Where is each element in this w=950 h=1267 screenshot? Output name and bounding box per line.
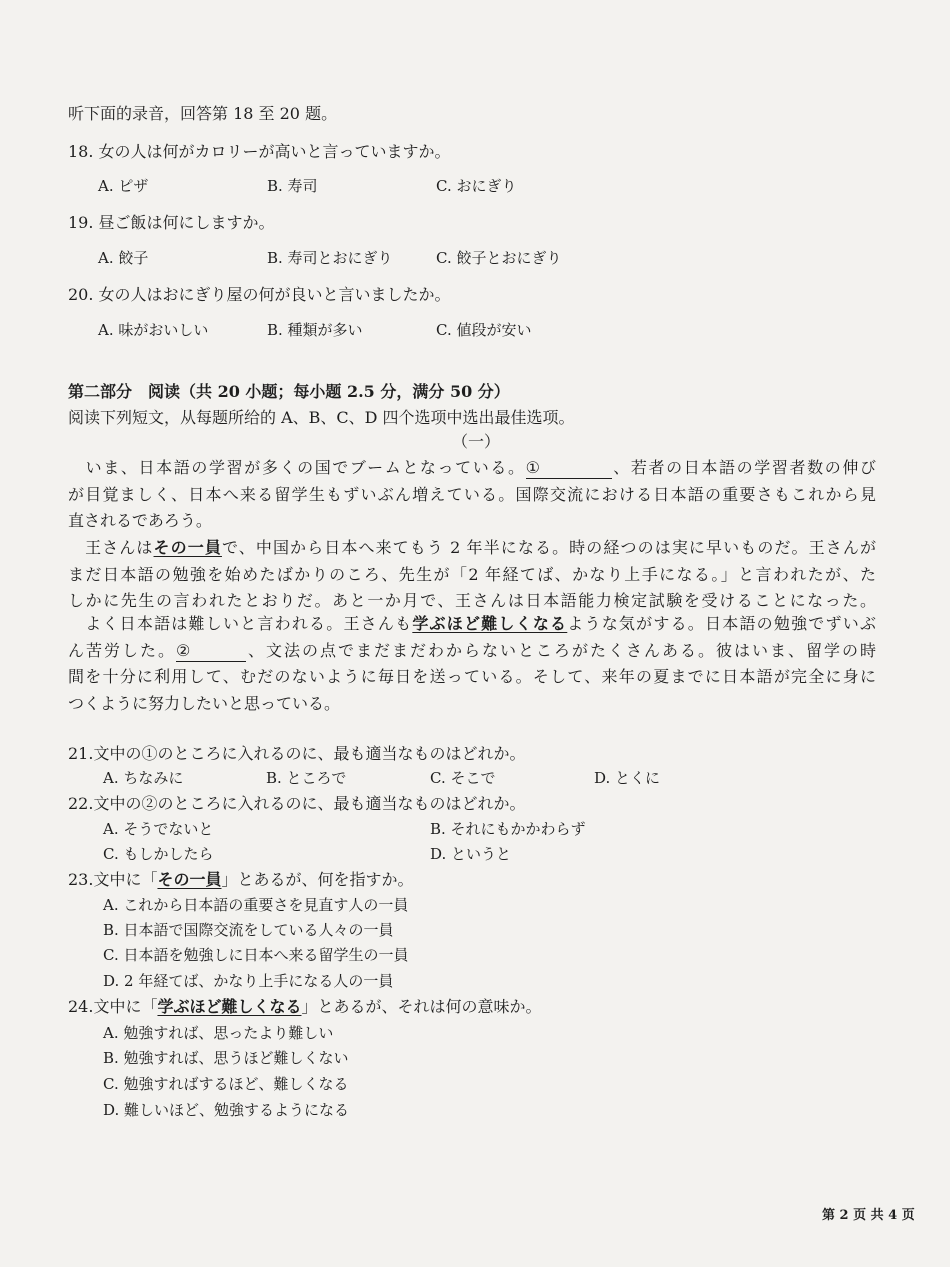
option-23-d: D. 2 年経てば、かなり上手になる人の一員 [103, 972, 394, 990]
underlined-phrase-1: その一員 [153, 538, 222, 557]
question-text: 女の人は何がカロリーが高いと言っていますか。 [98, 142, 451, 161]
underlined-phrase-ref: その一員 [157, 870, 222, 889]
underlined-phrase-2: 学ぶほど難しくなる [412, 614, 568, 633]
question-18 [68, 142, 451, 162]
option-20-b: B. 種類が多い [267, 321, 363, 339]
question-19 [68, 213, 275, 233]
option-19-c: C. 餃子とおにぎり [436, 249, 562, 267]
option-24-d: D. 難しいほど、勉強するようになる [103, 1101, 350, 1119]
underlined-phrase-ref: 学ぶほど難しくなる [157, 997, 302, 1016]
question-20 [68, 285, 451, 305]
option-21-a: A. ちなみに [103, 769, 184, 787]
option-22-d: D. というと [430, 845, 512, 863]
option-19-a: A. 餃子 [98, 249, 149, 267]
option-23-c: C. 日本語を勉強しに日本へ来る留学生の一員 [103, 946, 409, 964]
option-20-a: A. 味がおいしい [98, 321, 209, 339]
question-text: 女の人はおにぎり屋の何が良いと言いましたか。 [98, 285, 451, 304]
question-text: 昼ご飯は何にしますか。 [98, 213, 275, 232]
option-20-c: C. 値段が安い [436, 321, 532, 339]
option-18-c: C. おにぎり [436, 177, 517, 195]
option-24-b: B. 勉強すれば、思うほど難しくない [103, 1049, 349, 1067]
question-number: 21. [68, 744, 94, 763]
option-24-a: A. 勉強すれば、思ったより難しい [103, 1024, 334, 1042]
question-number: 19. [68, 213, 94, 232]
passage-paragraph-3: よく日本語は難しいと言われる。王さんも学ぶほど難しくなるような気がする。日本語の勉強でずいぶ ん苦労した。② 、文法の点でまだまだわからないところがたくさんある。彼はいま、留学の時 間を十分に利用して、むだのないように毎日を送っている。そして、来年の夏までに日本語が完全に身に つくように努力したいと思っている。 [68, 614, 876, 713]
passage-label: （一） [452, 432, 501, 451]
option-22-b: B. それにもかかわらず [430, 820, 586, 838]
option-23-a: A. これから日本語の重要さを見直す人の一員 [103, 896, 409, 914]
option-23-b: B. 日本語で国際交流をしている人々の一員 [103, 921, 394, 939]
question-number: 20. [68, 285, 94, 304]
question-22 [68, 794, 525, 814]
option-21-b: B. ところで [266, 769, 347, 787]
option-21-c: C. そこで [430, 769, 496, 787]
section-title: 第二部分 阅读（共 20 小题；每小题 2.5 分，满分 50 分） [68, 382, 510, 401]
question-number: 22. [68, 794, 94, 813]
option-18-b: B. 寿司 [267, 177, 318, 195]
question-number: 24. [68, 997, 94, 1016]
question-23: 23.文中に「その一員」とあるが、何を指すか。 [68, 870, 414, 889]
option-18-a: A. ピザ [98, 177, 149, 195]
option-21-d: D. とくに [594, 769, 661, 787]
question-24: 24.文中に「学ぶほど難しくなる」とあるが、それは何の意味か。 [68, 997, 542, 1016]
question-number: 23. [68, 870, 94, 889]
passage-paragraph-1: いま、日本語の学習が多くの国でブームとなっている。① 、若者の日本語の学習者数の伸び が目覚ましく、日本へ来る留学生もずいぶん増えている。国際交流における日本語の重要さもこれから見 直されるであろう。 [68, 458, 876, 530]
question-21 [68, 744, 525, 764]
blank-2: ② [176, 641, 246, 662]
option-19-b: B. 寿司とおにぎり [267, 249, 393, 267]
listening-instruction: 听下面的录音，回答第 18 至 20 题。 [68, 104, 338, 123]
section-instruction: 阅读下列短文，从每题所给的 A、B、C、D 四个选项中选出最佳选项。 [68, 408, 575, 427]
question-number: 18. [68, 142, 94, 161]
blank-1: ① [526, 458, 612, 479]
passage-paragraph-2: 王さんはその一員で、中国から日本へ来てもう 2 年半になる。時の経つのは実に早いものだ。王さんが まだ日本語の勉強を始めたばかりのころ、先生が「2 年経てば、かなり上手になる。」と言われたが、た しかに先生の言われたとおりだ。あと一か月で、王さんは日本語能力検定試験を受けることになった。 [68, 538, 876, 610]
option-24-c: C. 勉強すればするほど、難しくなる [103, 1075, 349, 1093]
option-22-c: C. もしかしたら [103, 845, 214, 863]
question-text: 文中の①のところに入れるのに、最も適当なものはどれか。 [93, 744, 526, 763]
option-22-a: A. そうでないと [103, 820, 214, 838]
page-number: 第 2 页 共 4 页 [822, 1208, 915, 1223]
question-text: 文中の②のところに入れるのに、最も適当なものはどれか。 [93, 794, 526, 813]
